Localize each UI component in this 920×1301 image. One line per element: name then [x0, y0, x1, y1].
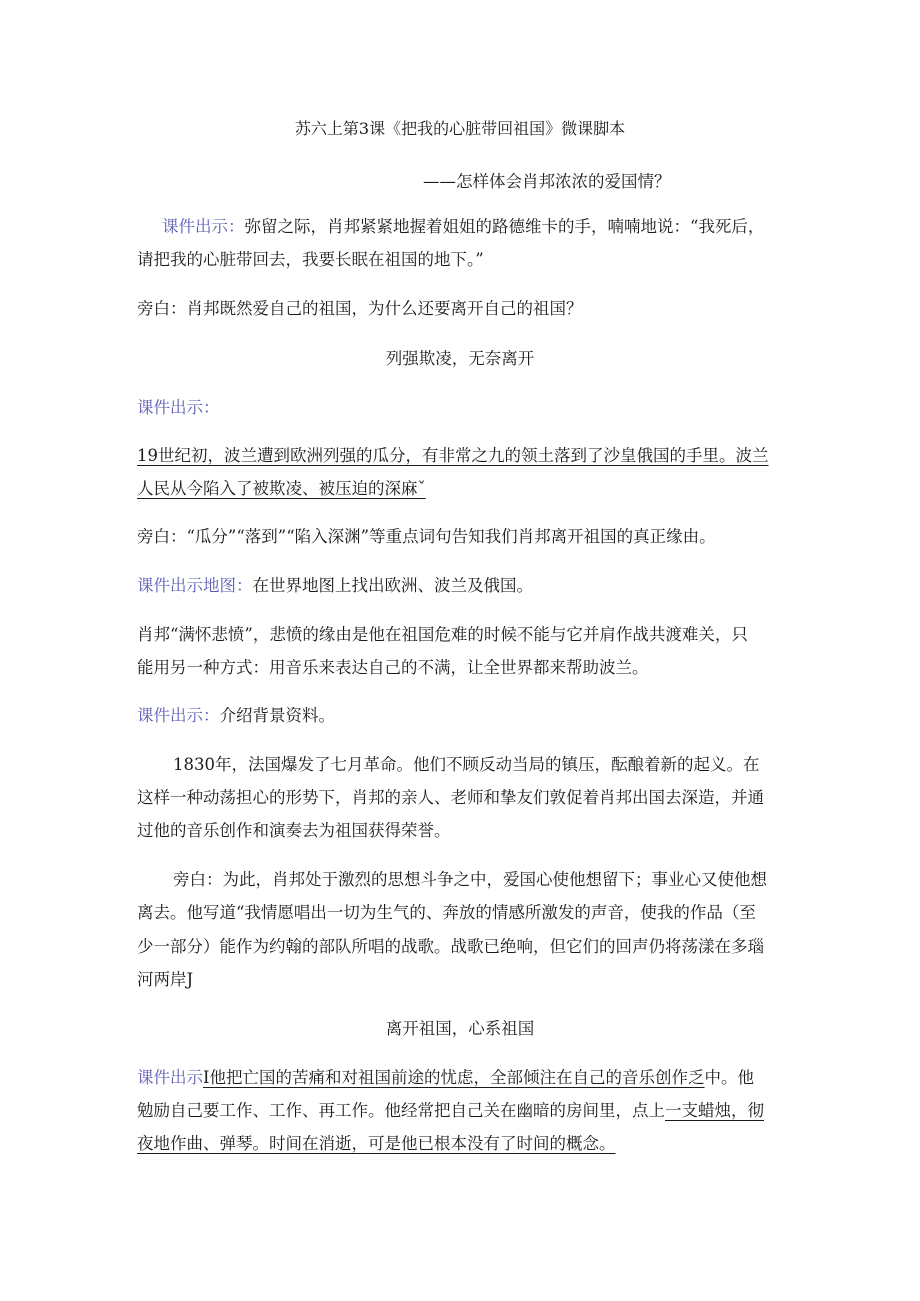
doc-title: 苏六上第3课《把我的心脏带回祖国》微课脚本	[294, 119, 626, 138]
underlined-passage-line: 人民从今陷入了被欺凌、被压迫的深麻ˇ	[137, 479, 426, 498]
paragraph-line: 这样一种动荡担心的形势下，肖邦的亲人、老师和挚友们敦促着肖邦出国去深造，并通	[137, 788, 764, 807]
section-heading: 离开祖国，心系祖国	[385, 1019, 535, 1038]
paragraph-line: 过他的音乐创作和演奏去为祖国获得荣誉。	[137, 821, 451, 840]
paragraph-text: 勉励自己要工作、工作、再工作。他经常把自己关在幽暗的房间里，点上	[137, 1101, 665, 1120]
paragraph-line	[137, 705, 335, 727]
paragraph-line	[137, 575, 533, 597]
narration-paragraph: 旁白：“瓜分”“落到”“陷入深渊”等重点词句告知我们肖邦离开祖国的真正缘由。	[137, 527, 716, 546]
courseware-label: 课件出示：	[137, 706, 220, 725]
paragraph-line: 旁白：为此，肖邦处于激烈的思想斗争之中，爱国心使他想留下；事业心又使他想	[173, 870, 767, 889]
doc-subtitle: ——怎样体会肖邦浓浓的爱国情？	[423, 172, 671, 191]
paragraph-line	[137, 1100, 764, 1122]
courseware-map-label: 课件出示地图：	[137, 576, 253, 595]
underlined-passage-line: 19世纪初，波兰遭到欧洲列强的瓜分，有非常之九的领土落到了沙皇俄国的手里。波兰	[137, 446, 769, 465]
underlined-text: 一支蜡烛，彻	[665, 1101, 764, 1120]
underlined-text: I他把亡国的苦痛和对祖国前途的忧虑，全部倾注在自己的音乐创作乏	[203, 1068, 705, 1087]
courseware-label: 课件出示	[137, 1068, 203, 1087]
paragraph-line: 离去。他写道“我情愿唱出一切为生气的、奔放的情感所激发的声音，使我的作品（至	[137, 903, 756, 922]
paragraph-text: 中。他	[704, 1068, 755, 1087]
courseware-label: 课件出示：	[162, 217, 245, 236]
paragraph-line: 少一部分）能作为约翰的部队所唱的战歌。战歌已绝响，但它们的回声仍将荡漾在多瑙	[137, 937, 764, 956]
paragraph-line: 请把我的心脏带回去，我要长眠在祖国的地下。”	[137, 250, 484, 269]
courseware-label: 课件出示：	[137, 398, 220, 417]
paragraph-line	[162, 216, 764, 238]
paragraph-line: 肖邦“满怀悲愤”，悲愤的缘由是他在祖国危难的时候不能与它并肩作战共渡难关，只	[137, 625, 748, 644]
paragraph-text: 弥留之际，肖邦紧紧地握着姐姐的路德维卡的手，喃喃地说：“我死后，	[244, 217, 765, 236]
narration-paragraph: 旁白：肖邦既然爱自己的祖国，为什么还要离开自己的祖国？	[137, 299, 583, 318]
section-heading: 列强欺凌，无奈离开	[385, 349, 535, 368]
paragraph-text: 介绍背景资料。	[219, 706, 335, 725]
paragraph-text: 在世界地图上找出欧洲、波兰及俄国。	[252, 576, 533, 595]
paragraph-line: 1830年，法国爆发了七月革命。他们不顾反动当局的镇压，酝酿着新的起义。在	[173, 755, 760, 774]
paragraph-line: 能用另一种方式：用音乐来表达自己的不满，让全世界都来帮助波兰。	[137, 658, 649, 677]
paragraph-line: 河两岸J	[137, 970, 194, 989]
paragraph-line	[137, 1067, 754, 1089]
underlined-passage-line: 夜地作曲、弹琴。时间在消逝，可是他已根本没有了时间的概念。	[137, 1134, 616, 1153]
